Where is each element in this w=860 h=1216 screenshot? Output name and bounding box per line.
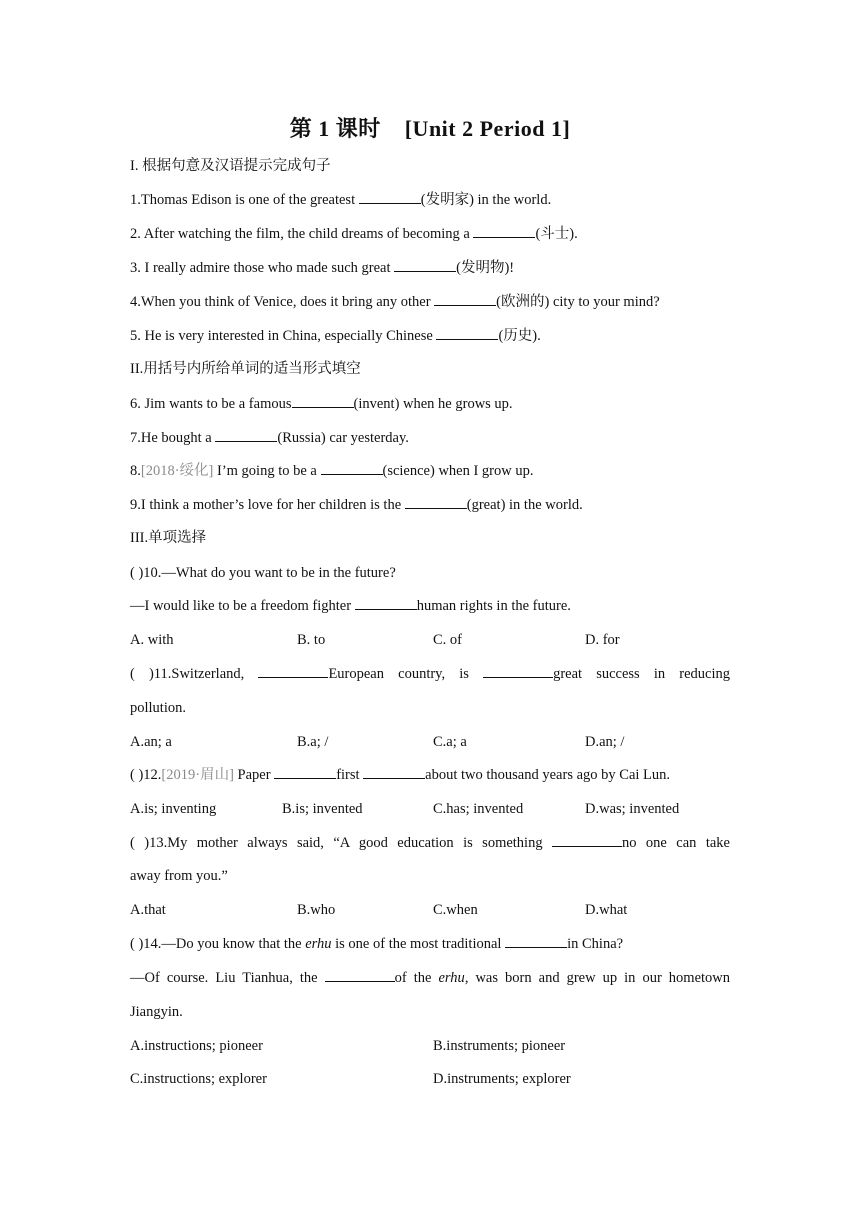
option-b[interactable]: B. to [297,632,326,648]
question-13-continuation: away from you.” [130,868,228,884]
answer-blank[interactable] [321,462,383,475]
title-en: [Unit 2 Period 1] [404,116,571,141]
question-1: 1.Thomas Edison is one of the greatest (发明家) in the world. [130,192,552,208]
option-c[interactable]: C.when [433,902,478,918]
option-a[interactable]: A.that [130,902,166,918]
answer-blank[interactable] [505,935,567,948]
option-a[interactable]: A.is; inventing [130,801,217,817]
option-c[interactable]: C.instructions; explorer [130,1071,267,1087]
option-d[interactable]: D.an; / [585,734,625,750]
answer-blank[interactable] [258,665,328,678]
question-7: 7.He bought a (Russia) car yesterday. [130,430,409,446]
answer-blank[interactable] [552,834,622,847]
option-a[interactable]: A.an; a [130,734,172,750]
question-12-stem: ( )12.[2019·眉山] Paper first about two thousand years ago by Cai Lun. [130,767,671,783]
title-cn: 第 1 课时 [289,116,381,141]
question-13-stem: ( )13.My mother always said, “A good education is something no one can take [130,835,730,851]
option-d[interactable]: D.was; invented [585,801,680,817]
source-tag: [2018·绥化] [140,463,214,479]
question-5: 5. He is very interested in China, especially Chinese (历史). [130,328,541,344]
question-3: 3. I really admire those who made such great (发明物)! [130,260,515,276]
answer-blank[interactable] [274,766,336,779]
question-11-continuation: pollution. [130,700,186,716]
section-2-heading: II.用括号内所给单词的适当形式填空 [130,361,361,377]
answer-blank[interactable] [434,293,496,306]
question-14-reply: —Of course. Liu Tianhua, the of the erhu, was born and grew up in our hometown [130,970,731,986]
answer-blank[interactable] [363,766,425,779]
question-14-stem: ( )14.—Do you know that the erhu is one of the most traditional in China? [130,936,624,952]
option-b[interactable]: B.a; / [297,734,329,750]
question-8: 8.[2018·绥化] I’m going to be a (science) when I grow up. [130,463,534,479]
answer-blank[interactable] [215,429,277,442]
answer-blank[interactable] [325,969,395,982]
option-a[interactable]: A. with [130,632,174,648]
answer-blank[interactable] [292,395,354,408]
answer-blank[interactable] [359,191,421,204]
question-10-stem: ( )10.—What do you want to be in the future? [130,565,396,581]
option-d[interactable]: D. for [585,632,620,648]
option-c[interactable]: C.has; invented [433,801,524,817]
question-10-reply: —I would like to be a freedom fighter human rights in the future. [130,598,571,614]
page-title [0,112,860,143]
option-b[interactable]: B.instruments; pioneer [433,1038,566,1054]
option-c[interactable]: C.a; a [433,734,467,750]
answer-blank[interactable] [394,259,456,272]
question-6: 6. Jim wants to be a famous (invent) when he grows up. [130,396,513,412]
question-11-stem: ( )11.Switzerland, European country, is great success in reducing [130,666,730,682]
question-2: 2. After watching the film, the child dreams of becoming a (斗士). [130,226,578,242]
answer-blank[interactable] [405,496,467,509]
question-9: 9.I think a mother’s love for her children is the (great) in the world. [130,497,583,513]
answer-blank[interactable] [473,225,535,238]
option-b[interactable]: B.who [297,902,336,918]
question-14-continuation: Jiangyin. [130,1004,183,1020]
source-tag: [2019·眉山] [161,767,234,783]
answer-blank[interactable] [436,327,498,340]
answer-blank[interactable] [483,665,553,678]
option-d[interactable]: D.what [585,902,628,918]
section-3-heading: III.单项选择 [130,530,207,546]
option-c[interactable]: C. of [433,632,462,648]
answer-blank[interactable] [355,597,417,610]
question-4: 4.When you think of Venice, does it bring any other (欧洲的) city to your mind? [130,294,660,310]
option-b[interactable]: B.is; invented [282,801,363,817]
option-d[interactable]: D.instruments; explorer [433,1071,571,1087]
option-a[interactable]: A.instructions; pioneer [130,1038,263,1054]
section-1-heading: I. 根据句意及汉语提示完成句子 [130,158,331,174]
